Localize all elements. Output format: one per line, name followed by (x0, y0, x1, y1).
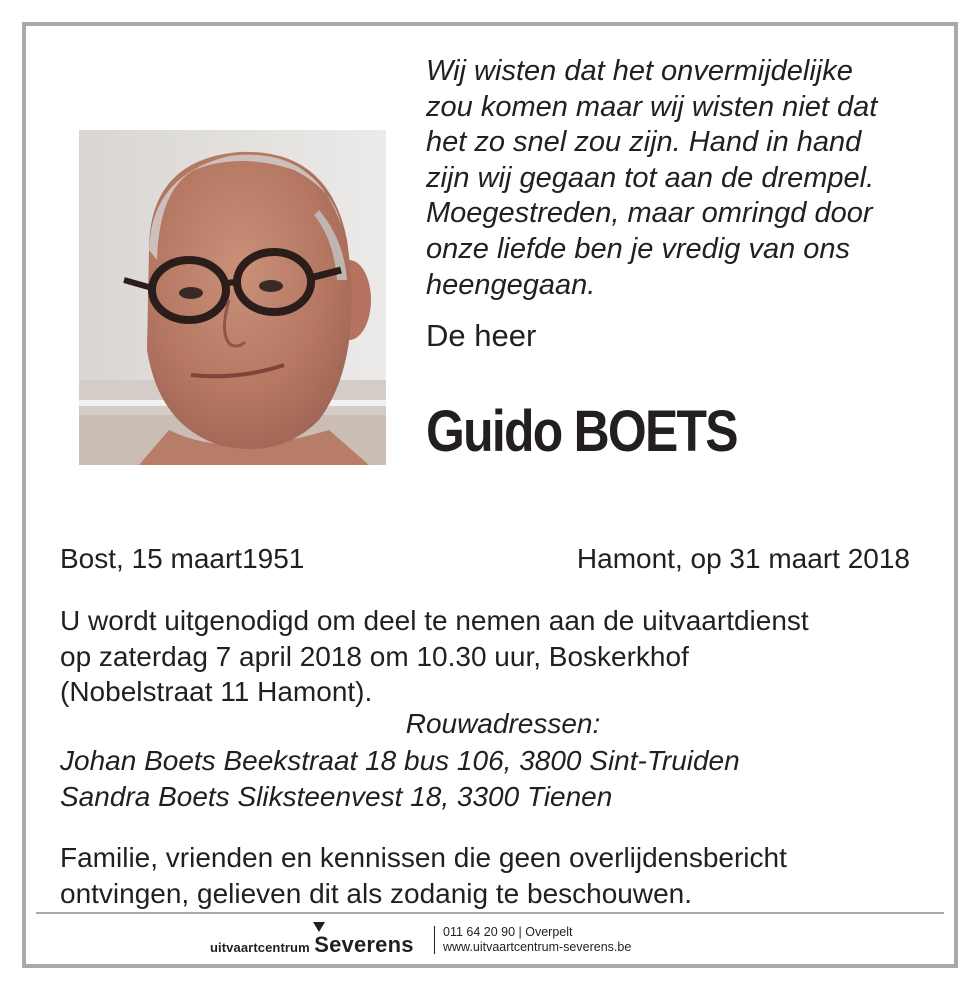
deceased-name: Guido BOETS (426, 399, 737, 464)
death-info: Hamont, op 31 maart 2018 (576, 543, 910, 574)
brand-name: Severens (314, 932, 414, 957)
family-note-line: ontvingen, gelieven dit als zodanig te beschouwen. (60, 878, 692, 909)
address-line: Sandra Boets Sliksteenvest 18, 3300 Tienen (60, 781, 613, 812)
invitation-line: (Nobelstraat 11 Hamont). (60, 676, 373, 707)
invitation-line: op zaterdag 7 april 2018 om 10.30 uur, Boskerkhof (60, 640, 689, 672)
poem-line: zijn wij gegaan tot aan de drempel. (426, 161, 875, 194)
salutation: De heer (426, 318, 537, 353)
portrait-photo (79, 130, 386, 465)
addresses-title: Rouwadressen: (405, 708, 601, 739)
family-note (60, 840, 787, 912)
address-line: Johan Boets Beekstraat 18 bus 106, 3800 Sint-Truiden (60, 745, 740, 776)
poem-line: onze liefde ben je vredig van ons (426, 232, 851, 265)
birth-info: Bost, 15 maart1951 (60, 543, 305, 574)
brand-triangle-icon (313, 922, 325, 932)
footer-phone: 011 64 20 90 | Overpelt (443, 925, 573, 939)
funeral-home-logo (210, 932, 414, 958)
footer-website: www.uitvaartcentrum-severens.be (443, 940, 632, 954)
footer-divider (36, 912, 944, 914)
invitation-line: U wordt uitgenodigd om deel te nemen aan de uitvaartdienst (60, 605, 809, 636)
footer-separator (434, 926, 435, 954)
addresses (60, 743, 740, 815)
poem-line: het zo snel zou zijn. Hand in hand (426, 126, 862, 159)
poem-line: heengegaan. (426, 268, 596, 301)
poem-line: zou komen maar wij wisten niet dat (426, 90, 878, 123)
poem (426, 54, 946, 303)
poem-line: Wij wisten dat het onvermijdelijke (426, 55, 853, 87)
poem-line: Moegestreden, maar omringd door (426, 197, 873, 230)
invitation (60, 603, 940, 710)
brand-prefix: uitvaartcentrum (210, 940, 310, 955)
family-note-line: Familie, vrienden en kennissen die geen overlijdensbericht (60, 842, 787, 873)
footer-contact (443, 925, 631, 955)
